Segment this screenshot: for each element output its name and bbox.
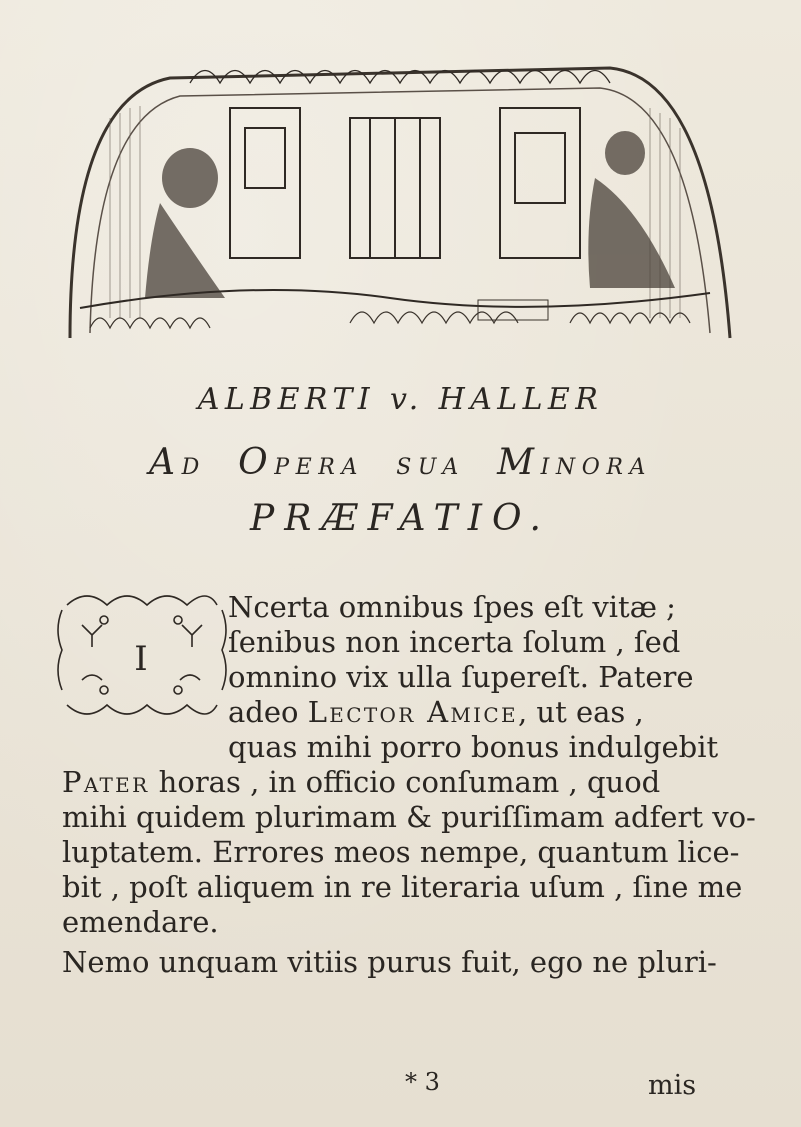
ornamental-initial-frame-icon xyxy=(52,585,230,725)
text-line-9: bit , poſt aliquem in re literaria uſum , ſine me xyxy=(62,870,743,904)
catchword: mis xyxy=(648,1070,697,1101)
section-heading: PRÆFATIO. xyxy=(249,498,552,539)
title-word-ad-rest: D xyxy=(181,455,206,480)
text-line-2: ſenibus non incerta ſolum , ſed xyxy=(228,625,681,659)
text-line-10: emendare. xyxy=(62,905,219,939)
line-4-end: , ut eas , xyxy=(517,695,644,729)
engraved-headpiece-illustration xyxy=(50,38,740,348)
title-word-opera-rest: PERA xyxy=(274,455,364,480)
title-word-minora-rest: INORA xyxy=(540,455,653,480)
initial-letter-i: I xyxy=(134,639,148,679)
title-word-minora-initial: M xyxy=(497,442,541,483)
text-line-4 xyxy=(228,695,644,730)
text-line-6 xyxy=(62,765,660,800)
line-6-smallcaps: Pater xyxy=(62,765,150,799)
text-line-11: Nemo unquam vitiis purus fuit, ego ne pluri- xyxy=(62,945,717,979)
title-word-opera-initial: O xyxy=(238,442,275,483)
title-word-sua: SUA xyxy=(396,455,465,480)
author-heading: ALBERTI v. HALLER xyxy=(197,382,604,417)
signature-mark: * 3 xyxy=(405,1068,440,1096)
decorated-initial-letter xyxy=(52,585,230,725)
text-line-8: luptatem. Errores meos nempe, quantum lice- xyxy=(62,835,740,869)
text-line-5: quas mihi porro bonus indulgebit xyxy=(228,730,719,764)
text-line-7: mihi quidem plurimam & puriſſimam adfert vo- xyxy=(62,800,756,834)
headpiece-engraving-image xyxy=(50,38,740,348)
work-title xyxy=(0,442,801,483)
line-4-start: adeo xyxy=(228,695,308,729)
text-line-3: omnino vix ulla ſupereſt. Patere xyxy=(228,660,694,694)
line-6-end: horas , in officio conſumam , quod xyxy=(149,765,661,799)
text-line-1: Ncerta omnibus ſpes eſt vitæ ; xyxy=(228,590,676,624)
title-word-ad-initial: A xyxy=(148,442,182,483)
line-4-smallcaps: Lector Amice xyxy=(307,695,518,729)
